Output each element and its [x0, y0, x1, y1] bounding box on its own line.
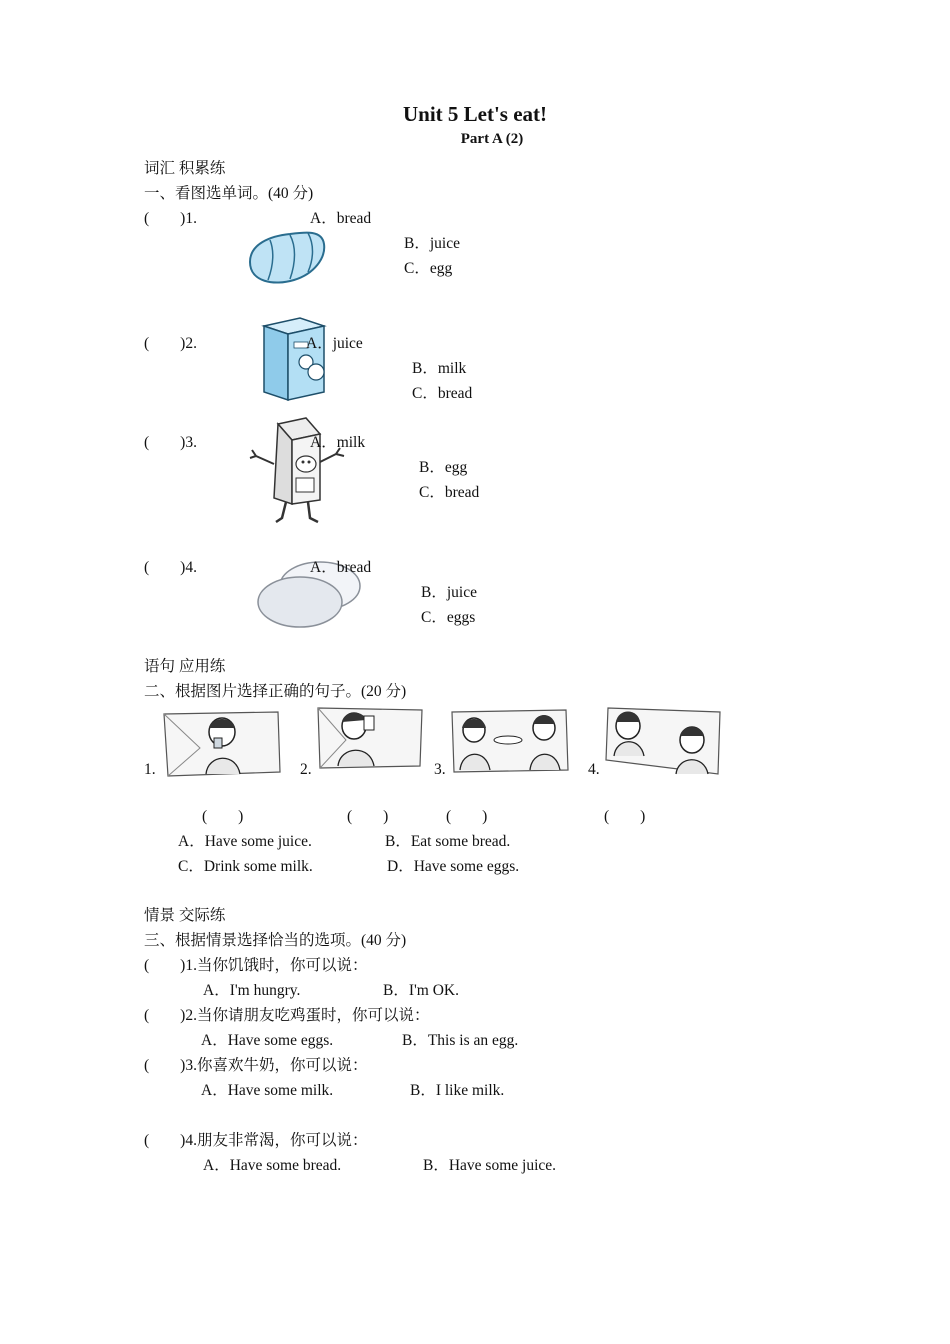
option-c: C．Drink some milk.	[178, 858, 313, 875]
section3-heading: 三、根据情景选择恰当的选项。(40 分)	[144, 932, 407, 949]
picture-number: 1.	[144, 761, 156, 778]
girl-drinking-picture	[160, 708, 284, 778]
question-text: ( )1.当你饥饿时，你可以说：	[144, 957, 368, 974]
option-b: B．milk	[412, 360, 467, 377]
boy-drinking-picture	[316, 704, 426, 772]
question-number: ( )4.	[144, 559, 197, 576]
question-text: ( )2.当你请朋友吃鸡蛋时，你可以说：	[144, 1007, 430, 1024]
section2-category: 语句 应用练	[144, 658, 226, 675]
picture-number: 3.	[434, 761, 446, 778]
option-a: A．I'm hungry.	[203, 982, 301, 999]
page-title: Unit 5 Let's eat!	[402, 102, 548, 126]
option-a: A．Have some eggs.	[201, 1032, 334, 1049]
option-b: B．This is an egg.	[402, 1032, 519, 1049]
option-c: C．bread	[419, 484, 480, 501]
section1-heading: 一、看图选单词。(40 分)	[144, 185, 314, 202]
option-a: A．bread	[310, 210, 372, 227]
option-d: D．Have some eggs.	[387, 858, 520, 875]
question-text: ( )3.你喜欢牛奶，你可以说：	[144, 1057, 368, 1074]
section1-category: 词汇 积累练	[144, 160, 226, 177]
option-b: B．I'm OK.	[383, 982, 459, 999]
option-c: C．eggs	[421, 609, 476, 626]
bread-picture	[244, 224, 328, 288]
picture-number: 2.	[300, 761, 312, 778]
two-kids-picture	[600, 702, 724, 778]
option-a: A．Have some milk.	[201, 1082, 334, 1099]
option-c: C．egg	[404, 260, 453, 277]
question-number: ( )1.	[144, 210, 197, 227]
question-text: ( )4.朋友非常渴，你可以说：	[144, 1132, 368, 1149]
option-b: B．juice	[421, 584, 477, 601]
section2-heading: 二、根据图片选择正确的句子。(20 分)	[144, 683, 407, 700]
girl-offering-food-picture	[448, 706, 572, 776]
section3-category: 情景 交际练	[144, 907, 226, 924]
answer-blank[interactable]: ( )	[446, 808, 488, 825]
option-a: A．juice	[306, 335, 363, 352]
option-a: A．Have some juice.	[178, 833, 312, 850]
juice-box-picture	[258, 312, 330, 404]
picture-number: 4.	[588, 761, 600, 778]
option-a: A．Have some bread.	[203, 1157, 342, 1174]
option-b: B．I like milk.	[410, 1082, 505, 1099]
question-number: ( )2.	[144, 335, 197, 352]
option-b: B．Have some juice.	[423, 1157, 557, 1174]
answer-blank[interactable]: ( )	[604, 808, 646, 825]
option-a: A．bread	[310, 559, 372, 576]
answer-blank[interactable]: ( )	[202, 808, 244, 825]
option-b: B．egg	[419, 459, 468, 476]
option-c: C．bread	[412, 385, 473, 402]
question-number: ( )3.	[144, 434, 197, 451]
option-b: B．juice	[404, 235, 460, 252]
option-a: A．milk	[310, 434, 366, 451]
answer-blank[interactable]: ( )	[347, 808, 389, 825]
option-b: B．Eat some bread.	[385, 833, 511, 850]
page-subtitle: Part A (2)	[460, 131, 524, 147]
